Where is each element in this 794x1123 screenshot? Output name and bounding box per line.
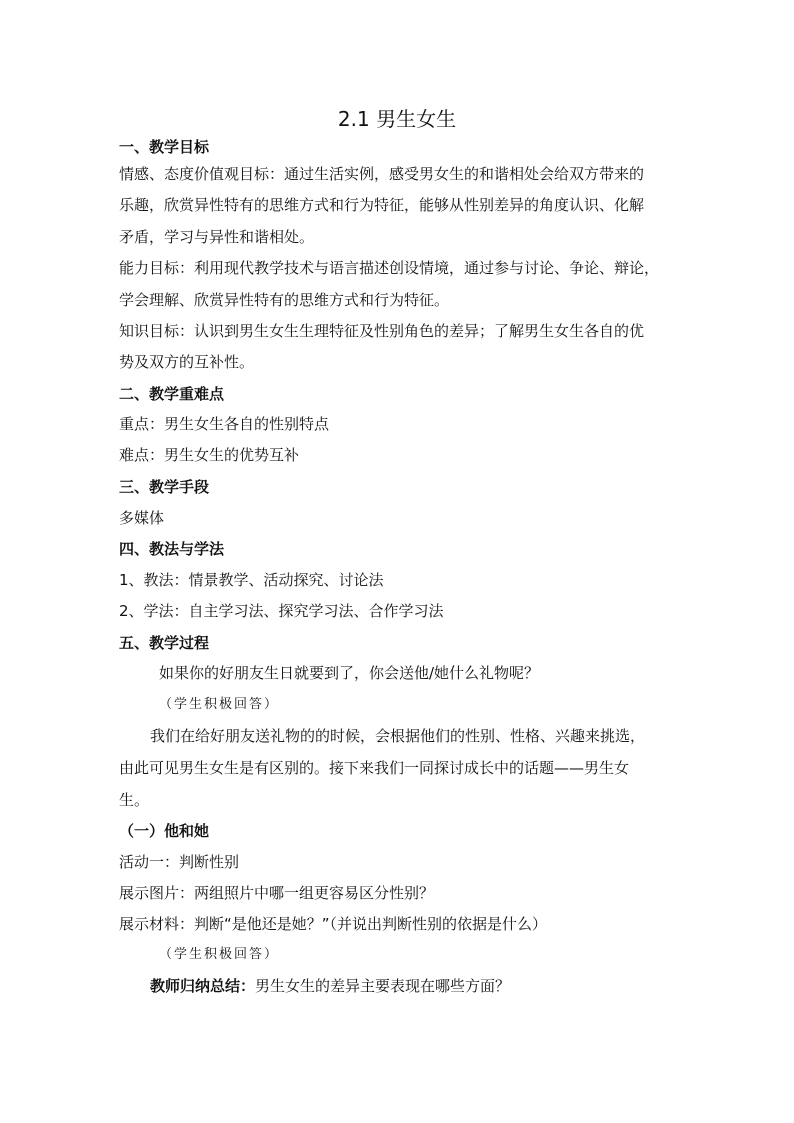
activity-line-2: 展示图片：两组照片中哪一组更容易区分性别？ [119, 884, 435, 902]
activity-line-3: 展示材料：判断“是他还是她？”（并说出判断性别的依据是什么） [119, 915, 548, 933]
key-point-line: 重点：男生女生各自的性别特点 [119, 415, 330, 433]
activity-line-1: 活动一：判断性别 [119, 853, 240, 871]
teacher-summary-label: 教师归纳总结： [150, 977, 256, 995]
method-line-2: 2、学法：自主学习法、探究学习法、合作学习法 [119, 602, 444, 620]
process-paragraph-line-1: 我们在给好朋友送礼物的的时候，会根据他们的性别、性格、兴趣来挑选， [150, 727, 646, 745]
goal-line-7: 势及双方的互补性。 [119, 353, 255, 371]
section-heading-key-points: 二、教学重难点 [119, 385, 225, 403]
method-line-1: 1、教法：情景教学、活动探究、讨论法 [119, 571, 384, 589]
goal-line-3: 矛盾，学习与异性和谐相处。 [119, 228, 315, 246]
student-answer-note-1: （学生积极回答） [159, 697, 280, 712]
teacher-summary-text: 男生女生的差异主要表现在哪些方面？ [255, 977, 511, 995]
difficult-point-line: 难点：男生女生的优势互补 [119, 446, 300, 464]
goal-line-1: 情感、态度价值观目标：通过生活实例，感受男女生的和谐相处会给双方带来的 [119, 165, 645, 183]
section-heading-teaching-means: 三、教学手段 [119, 478, 210, 496]
process-paragraph-line-3: 生。 [119, 791, 150, 809]
goal-line-2: 乐趣，欣赏异性特有的思维方式和行为特征，能够从性别差异的角度认识、化解 [119, 196, 645, 214]
subsection-heading-he-and-she: （一）他和她 [119, 822, 210, 840]
section-heading-teaching-goals: 一、教学目标 [119, 138, 210, 156]
goal-line-4: 能力目标：利用现代教学技术与语言描述创设情境，通过参与讨论、争论、辩论， [119, 259, 660, 277]
goal-line-5: 学会理解、欣赏异性特有的思维方式和行为特征。 [119, 291, 450, 309]
goal-line-6: 知识目标：认识到男生女生生理特征及性别角色的差异；了解男生女生各自的优 [119, 322, 645, 340]
page-title: 2.1 男生女生 [337, 107, 457, 131]
section-heading-process: 五、教学过程 [119, 634, 210, 652]
teacher-summary-line [150, 975, 710, 997]
teaching-means-line: 多媒体 [119, 509, 165, 527]
section-heading-methods: 四、教法与学法 [119, 540, 225, 558]
process-paragraph-line-2: 由此可见男生女生是有区别的。接下来我们一同探讨成长中的话题——男生女 [119, 759, 630, 777]
student-answer-note-2: （学生积极回答） [159, 947, 280, 962]
process-question-line: 如果你的好朋友生日就要到了，你会送他/她什么礼物呢？ [159, 664, 540, 682]
